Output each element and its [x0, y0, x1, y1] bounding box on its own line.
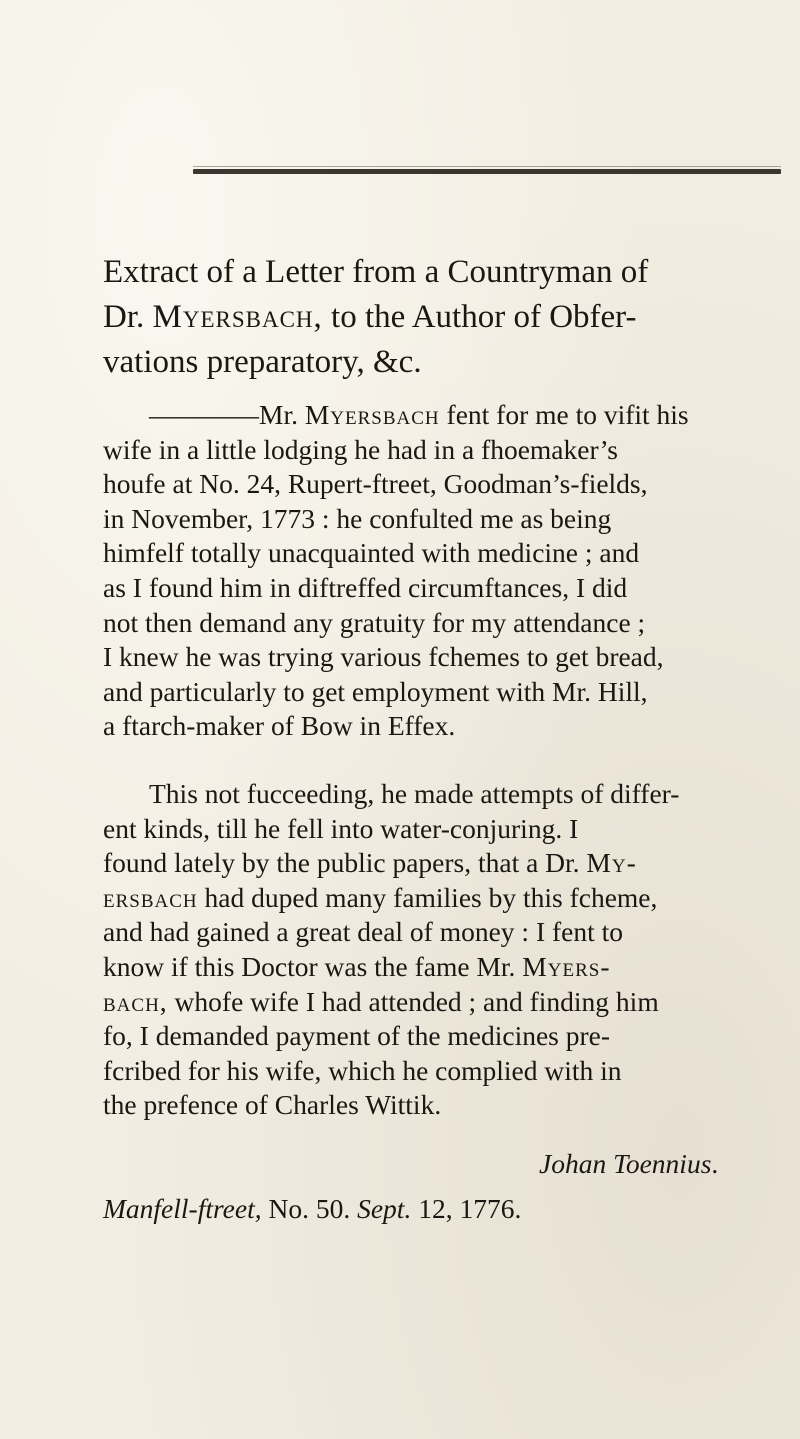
p1-l1-prefix: ————Mr. [149, 399, 305, 430]
paragraph-2 [103, 777, 743, 1123]
paragraph-1-line-9: and particularly to get employment with Mr. Hill, [103, 675, 648, 707]
address-street: Manfell-ftreet, [103, 1193, 262, 1224]
p2-l4-suffix: had duped many families by this fcheme, [197, 881, 658, 913]
heading-name: Myersbach, [152, 299, 323, 335]
paragraph-2-line-8: fo, I demanded payment of the medicines pre- [103, 1020, 611, 1052]
address-month: Sept. [357, 1193, 412, 1224]
address-number: No. 50. [261, 1193, 358, 1224]
paragraph-2-line-2: ent kinds, till he fell into water-conjuring. I [103, 812, 579, 844]
heading-dr: Dr. [103, 299, 153, 335]
address-dateline [103, 1193, 521, 1225]
paragraph-1-line-2: wife in a little lodging he had in a fhoemaker’s [103, 433, 618, 465]
signature-period: . [711, 1148, 719, 1179]
p2-l4-name: ersbach [103, 881, 198, 913]
heading-line-2-rest: to the Author of Obfer- [322, 299, 637, 335]
header-rule [193, 169, 781, 174]
p2-l7-suffix: whofe wife I had attended ; and finding him [167, 985, 659, 1017]
heading-line-2 [103, 295, 763, 340]
paragraph-1-line-8: I knew he was trying various fchemes to get bread, [103, 641, 664, 673]
paragraph-2-line-5: and had gained a great deal of money : I fent to [103, 916, 624, 948]
paragraph-1-line-7: not then demand any gratuity for my attendance ; [103, 606, 646, 638]
header-rule-thin [193, 166, 781, 167]
paragraph-2-line-4 [103, 881, 743, 916]
heading-line-1: Extract of a Letter from a Countryman of [103, 254, 649, 290]
paragraph-2-line-9: fcribed for his wife, which he complied with in [103, 1054, 622, 1086]
p2-l6-prefix: know if this Doctor was the fame Mr. [103, 950, 523, 982]
paragraph-1 [103, 398, 743, 744]
paragraph-1-line-4: in November, 1773 : he confulted me as being [103, 502, 612, 534]
address-date: 12, 1776. [411, 1193, 522, 1224]
paragraph-2-line-1: This not fucceeding, he made attempts of differ- [149, 778, 680, 809]
paragraph-2-line-3 [103, 846, 743, 881]
signature [539, 1148, 718, 1180]
paragraph-2-line-6 [103, 950, 743, 985]
paragraph-2-line-7 [103, 985, 743, 1020]
paragraph-1-line-1 [103, 398, 743, 433]
p2-l6-name: Myers- [522, 950, 611, 982]
p2-l3-prefix: found lately by the public papers, that a Dr. [103, 847, 587, 879]
p2-l3-name: My- [586, 847, 637, 879]
p2-l7-name: bach, [103, 985, 168, 1017]
paragraph-1-line-5: himfelf totally unacquainted with medicine ; and [103, 537, 640, 569]
paragraph-1-line-6: as I found him in diftreffed circumftances, I did [103, 571, 628, 603]
p1-l1-name: Myersbach [304, 399, 440, 430]
paragraph-1-line-3: houfe at No. 24, Rupert-ftreet, Goodman’s-fields, [103, 468, 648, 500]
p1-l1-suffix: fent for me to vifit his [439, 399, 689, 430]
heading-line-3: vations preparatory, &c. [103, 344, 422, 380]
letter-heading [103, 250, 763, 385]
signature-name: Johan Toennius [539, 1148, 712, 1179]
paragraph-2-line-10: the prefence of Charles Wittik. [103, 1089, 442, 1121]
paragraph-1-line-10: a ftarch-maker of Bow in Effex. [103, 710, 456, 742]
